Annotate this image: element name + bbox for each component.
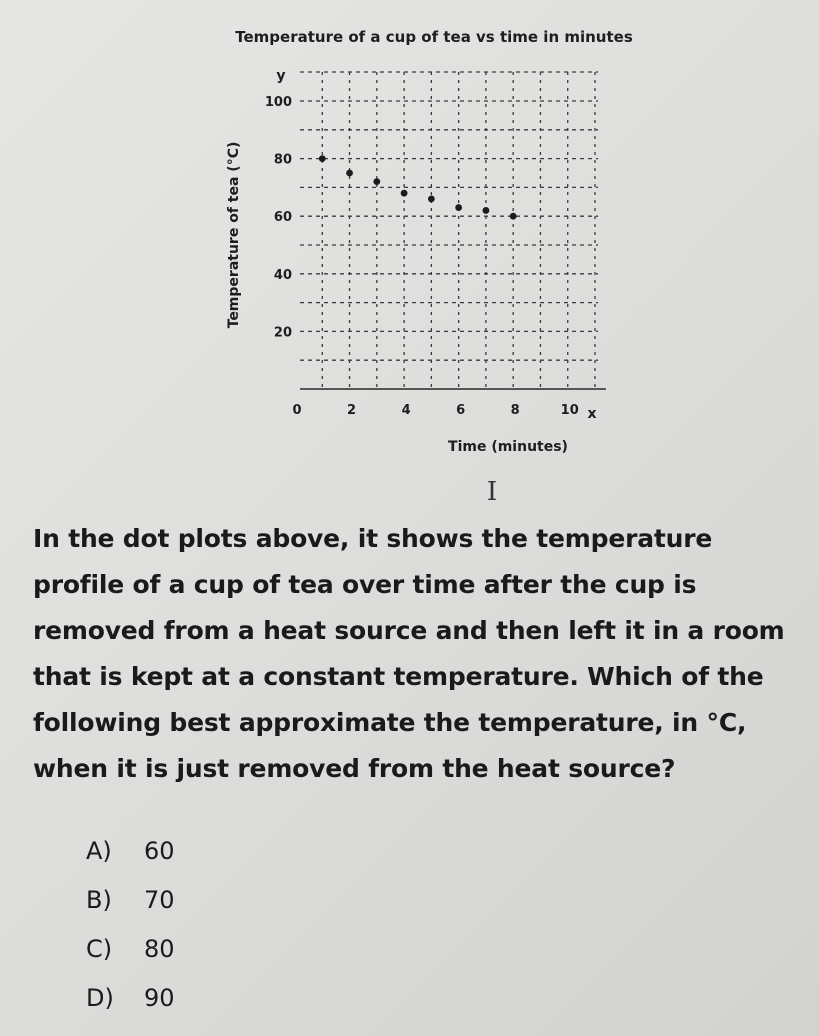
question-text-before: In the dot plots above, it shows the temperature profile of a cup of tea over time after the cup is removed from a heat source and then left it in a room that is kept at a constant temperature. Which of the following best approximate the temperature, in xyxy=(33,524,785,737)
choice-c-value: 80 xyxy=(144,934,175,963)
choice-d-value: 90 xyxy=(144,983,175,1012)
data-point-0-7 xyxy=(510,213,517,220)
y-tick-label-80: 80 xyxy=(273,152,292,168)
chart-tick-labels xyxy=(265,95,579,418)
y-tick-label-40: 40 xyxy=(273,267,292,283)
choice-a-letter: A) xyxy=(86,836,112,865)
x-axis-symbol: x xyxy=(587,406,597,422)
y-axis-symbol: y xyxy=(276,68,286,84)
x-tick-label-6: 6 xyxy=(456,403,466,418)
data-point-0-6 xyxy=(483,207,490,214)
choice-c-letter: C) xyxy=(86,934,113,963)
data-point-0-5 xyxy=(455,204,462,211)
y-axis-label: Temperature of tea (°C) xyxy=(226,141,242,329)
data-point-0-4 xyxy=(428,196,435,203)
data-point-0-1 xyxy=(346,170,353,177)
question-text xyxy=(33,516,793,792)
text-cursor-icon: I xyxy=(486,477,498,500)
choice-a[interactable] xyxy=(86,826,175,875)
data-point-0-3 xyxy=(401,190,408,197)
temperature-chart xyxy=(0,0,819,500)
x-tick-label-0: 0 xyxy=(292,403,302,418)
x-tick-label-8: 8 xyxy=(510,403,520,418)
question-text-after: , when it is just removed from the heat source? xyxy=(33,708,747,783)
answer-choices xyxy=(86,826,175,1022)
choice-a-value: 60 xyxy=(144,836,175,865)
data-point-0-2 xyxy=(373,178,380,185)
question-unit: °C xyxy=(706,708,737,737)
choice-c[interactable] xyxy=(86,924,175,973)
chart-title: Temperature of a cup of tea vs time in minutes xyxy=(235,28,633,46)
x-tick-label-4: 4 xyxy=(401,403,411,418)
y-tick-label-60: 60 xyxy=(273,210,292,226)
choice-b[interactable] xyxy=(86,875,175,924)
x-tick-label-10: 10 xyxy=(560,403,579,418)
chart-grid xyxy=(300,72,598,389)
y-tick-label-100: 100 xyxy=(264,95,292,110)
choice-b-letter: B) xyxy=(86,885,112,914)
x-tick-label-2: 2 xyxy=(347,403,357,418)
choice-d[interactable] xyxy=(86,973,175,1022)
data-point-0-0 xyxy=(319,155,326,162)
x-axis-label: Time (minutes) xyxy=(448,439,568,455)
y-tick-label-20: 20 xyxy=(273,325,292,341)
choice-d-letter: D) xyxy=(86,983,114,1012)
choice-b-value: 70 xyxy=(144,885,175,914)
